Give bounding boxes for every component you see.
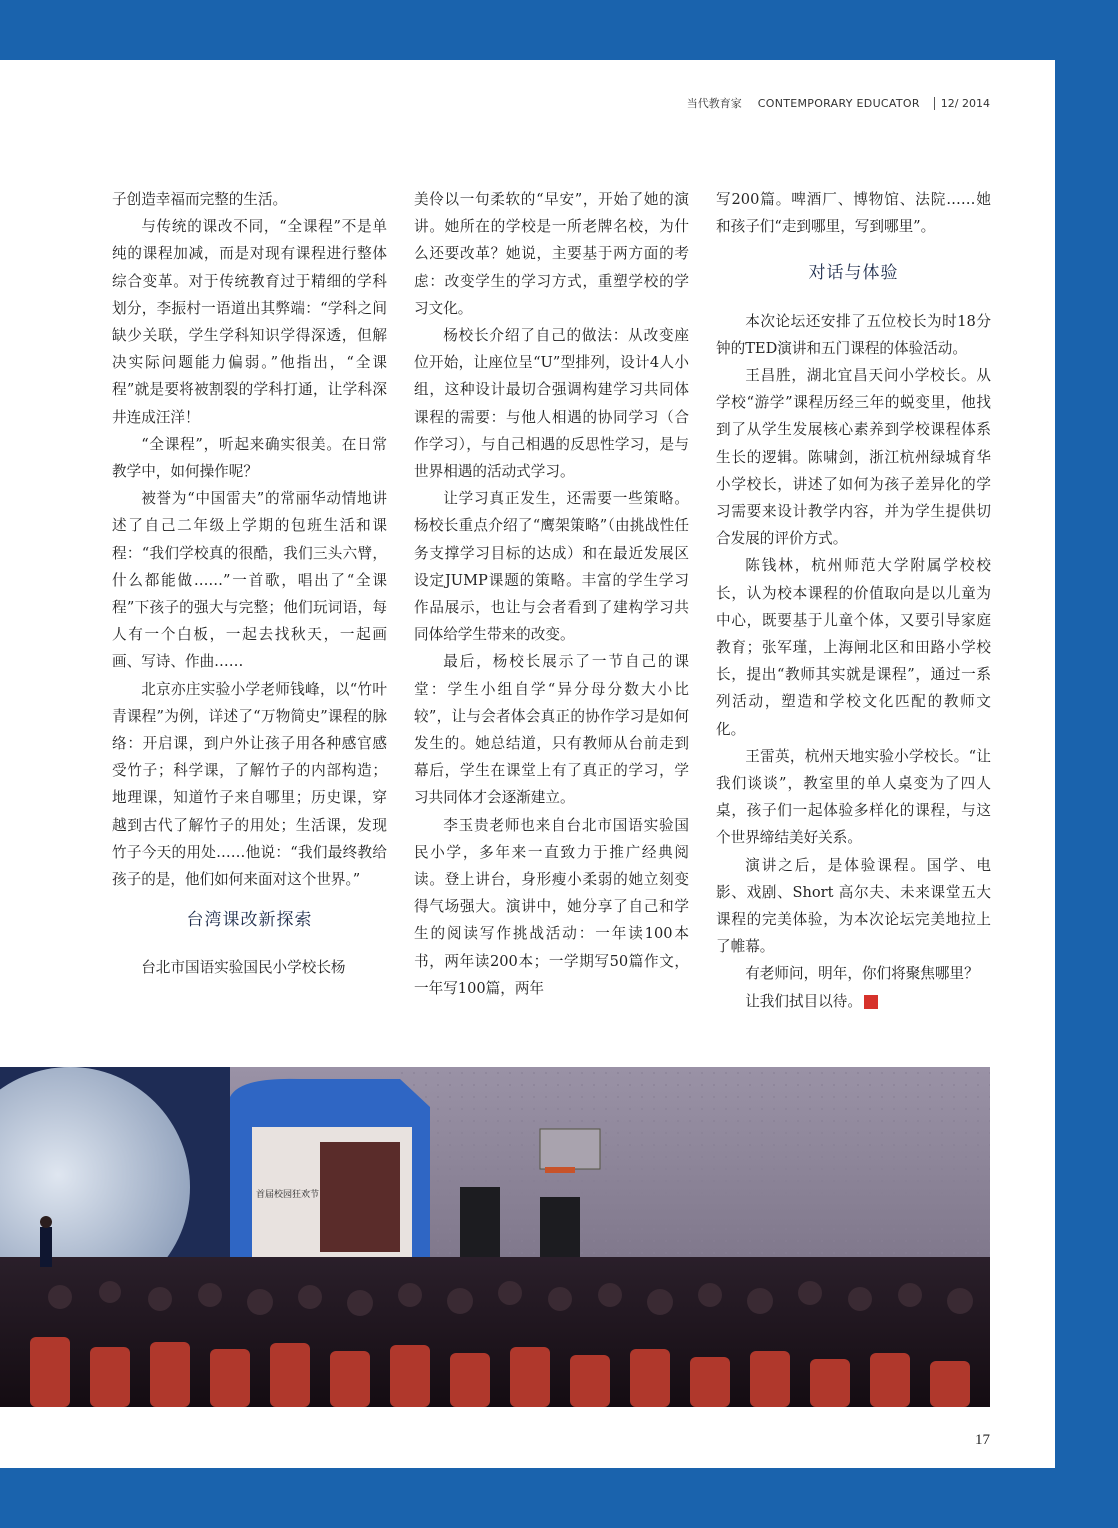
running-header bbox=[687, 88, 990, 118]
paragraph: 有老师问，明年，你们将聚焦哪里？ bbox=[745, 965, 979, 983]
screen-caption: 首届校园狂欢节 bbox=[256, 1190, 320, 1200]
paragraph: 本次论坛还安排了五位校长为时18分钟的TED演讲和五门课程的体验活动。 bbox=[716, 312, 991, 357]
paragraph: 北京亦庄实验小学老师钱峰，以“竹叶青课程”为例，详述了“万物简史”课程的脉络：开启课，到户外让孩子用各种感官感受竹子；科学课，了解竹子的内部构造；地理课，知道竹子来自哪里；历史课，穿越到古代了解竹子的用处；生活课，发现竹子今天的用处……他说：“我们最终教给孩子的是，他们如何来面对这个世界。” bbox=[112, 680, 387, 889]
section-heading-dialogue: 对话与体验 bbox=[808, 263, 899, 284]
end-mark-icon: 家 bbox=[864, 995, 878, 1009]
paragraph: 子创造幸福而完整的生活。 bbox=[112, 191, 288, 208]
magazine-name-cn: 当代教育家 bbox=[686, 97, 742, 110]
issue-number: 12/ 2014 bbox=[934, 97, 990, 110]
paragraph: “全课程”，听起来确实很美。在日常教学中，如何操作呢？ bbox=[112, 435, 387, 481]
closing-text: 让我们拭目以待。 bbox=[745, 992, 862, 1010]
paragraph: 演讲之后，是体验课程。国学、电影、戏剧、Short 高尔夫、未来课堂五大课程的完美体验，为本次论坛完美地拉上了帷幕。 bbox=[716, 856, 991, 956]
paragraph: 美伶以一句柔软的“早安”，开始了她的演讲。她所在的学校是一所老牌名校，为什么还要改革？她说，主要基于两方面的考虑：改变学生的学习方式，重塑学校的学习文化。 bbox=[414, 191, 689, 317]
page-number: 17 bbox=[975, 1432, 990, 1448]
paragraph: 与传统的课改不同，“全课程”不是单纯的课程加减，而是对现有课程进行整体综合变革。对于传统教育过于精细的学科划分，李振村一语道出其弊端：“学科之间缺少关联，学生学科知识学得深透，但解决实际问题能力偏弱。”他指出，“全课程”就是要将被割裂的学科打通，让学科深井连成汪洋！ bbox=[112, 218, 387, 426]
paragraph: 李玉贵老师也来自台北市国语实验国民小学，多年来一直致力于推广经典阅读。登上讲台，身形瘦小柔弱的她立刻变得气场强大。演讲中，她分享了自己和学生的阅读写作挑战活动：一年读100本书，两年读200本；一学期写50篇作文，一年写100篇，两年 bbox=[414, 816, 689, 997]
magazine-name-en: CONTEMPORARY EDUCATOR bbox=[757, 96, 920, 110]
auditorium-illustration bbox=[0, 1067, 990, 1407]
paragraph: 王雷英，杭州天地实验小学校长。“让我们谈谈”，教室里的单人桌变为了四人桌，孩子们一起体验多样化的课程，与这个世界缔结美好关系。 bbox=[716, 747, 991, 847]
paragraph: 最后，杨校长展示了一节自己的课堂：学生小组自学“异分母分数大小比较”，让与会者体会真正的协作学习是如何发生的。她总结道，只有教师从台前走到幕后，学生在课堂上有了真正的学习，学习共同体才会逐渐建立。 bbox=[414, 653, 689, 807]
event-photo bbox=[0, 1067, 990, 1407]
paragraph-closing bbox=[716, 988, 991, 1015]
paragraph: 杨校长介绍了自己的做法：从改变座位开始，让座位呈“U”型排列，设计4人小组，这种设计最切合强调构建学习共同体课程的需要：与他人相遇的协同学习（合作学习），与自己相遇的反思性学习，是与世界相遇的活动式学习。 bbox=[414, 327, 689, 481]
paragraph: 被誉为“中国雷夫”的常丽华动情地讲述了自己二年级上学期的包班生活和课程：“我们学校真的很酷，我们三头六臂，什么都能做……”一首歌，唱出了“全课程”下孩子的强大与完整；他们玩词语，每人有一个白板，一起去找秋天，一起画画、写诗、作曲…… bbox=[112, 490, 387, 671]
paragraph: 写200篇。啤酒厂、博物馆、法院……她和孩子们“走到哪里，写到哪里”。 bbox=[716, 191, 991, 236]
paragraph: 让学习真正发生，还需要一些策略。杨校长重点介绍了“鹰架策略”（由挑战性任务支撑学习目标的达成）和在最近发展区设定JUMP课题的策略。丰富的学生学习作品展示，也让与会者看到了建构学习共同体给学生带来的改变。 bbox=[414, 490, 689, 644]
text-column-2 bbox=[414, 186, 689, 1002]
page bbox=[0, 60, 1055, 1468]
paragraph: 王昌胜，湖北宜昌天问小学校长。从学校“游学”课程历经三年的蜕变里，他找到了从学生发展核心素养到学校课程体系生长的逻辑。陈啸剑，浙江杭州绿城育华小学校长，讲述了如何为孩子差异化的学习需要来设计教学内容，并为学生提供切合发展的评价方式。 bbox=[716, 367, 991, 548]
paragraph: 陈钱林，杭州师范大学附属学校校长，认为校本课程的价值取向是以儿童为中心，既要基于儿童个体，又要引导家庭教育；张军瑾，上海闸北区和田路小学校长，提出“教师其实就是课程”，通过一系列活动，塑造和学校文化匹配的教师文化。 bbox=[716, 557, 991, 738]
section-heading-taiwan: 台湾课改新探索 bbox=[186, 910, 313, 931]
paragraph: 台北市国语实验国民小学校长杨 bbox=[141, 959, 346, 977]
text-column-3 bbox=[716, 186, 991, 1015]
text-column-1 bbox=[112, 186, 387, 982]
